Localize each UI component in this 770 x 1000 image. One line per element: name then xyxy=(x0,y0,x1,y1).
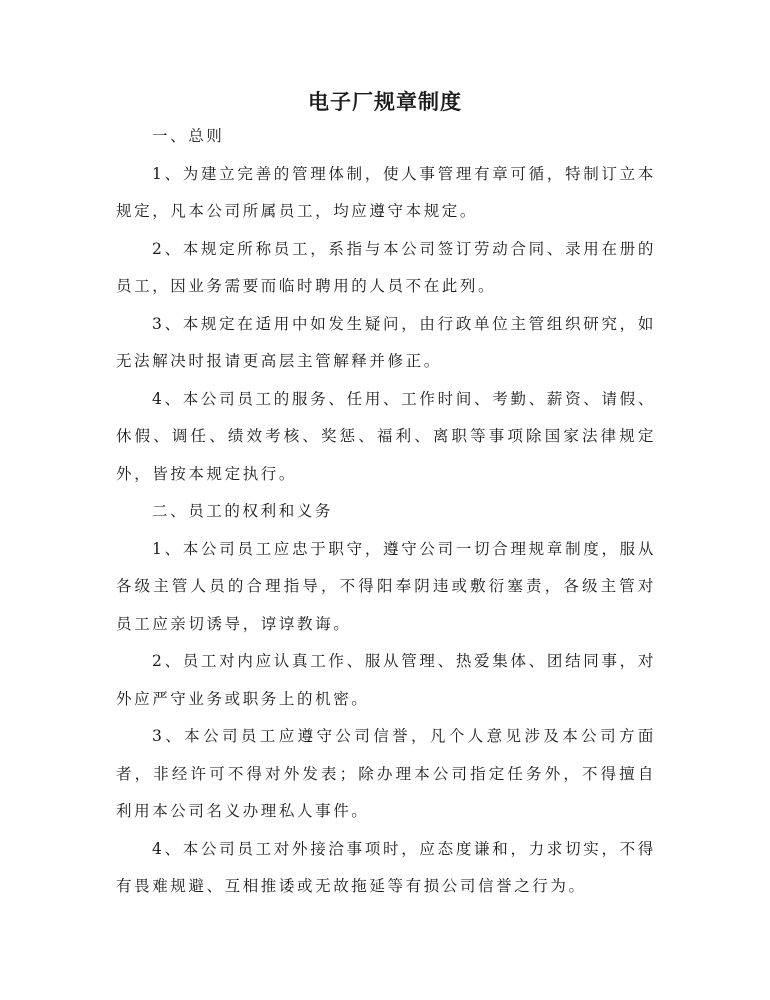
section-heading-general: 一、总则 xyxy=(152,127,225,145)
paragraph-rights-1: 1、本公司员工应忠于职守，遵守公司一切合理规章制度，服从各级主管人员的合理指导，不得阳奉阴违或敷衍塞责，各级主管对员工应亲切诱导，谆谆教诲。 xyxy=(116,539,656,633)
paragraph-rights-3: 3、本公司员工应遵守公司信誉，凡个人意见涉及本公司方面者，非经许可不得对外发表；除办理本公司指定任务外，不得擅自利用本公司名义办理私人事件。 xyxy=(116,727,656,820)
document-title: 电子厂规章制度 xyxy=(308,90,462,114)
paragraph-rights-2: 2、员工对内应认真工作、服从管理、热爱集体、团结同事，对外应严守业务或职务上的机密。 xyxy=(116,652,656,708)
paragraph-general-2: 2、本规定所称员工，系指与本公司签订劳动合同、录用在册的员工，因业务需要而临时聘用的人员不在此列。 xyxy=(116,239,656,295)
paragraph-general-4: 4、本公司员工的服务、任用、工作时间、考勤、薪资、请假、休假、调任、绩效考核、奖惩、福利、离职等事项除国家法律规定外，皆按本规定执行。 xyxy=(116,389,656,483)
paragraph-general-1: 1、为建立完善的管理体制，使人事管理有章可循，特制订立本规定，凡本公司所属员工，均应遵守本规定。 xyxy=(116,164,656,220)
paragraph-rights-4: 4、本公司员工对外接洽事项时，应态度谦和，力求切实，不得有畏难规避、互相推诿或无故拖延等有损公司信誉之行为。 xyxy=(116,839,656,895)
section-heading-rights-duties: 二、员工的权利和义务 xyxy=(152,502,334,520)
document-body xyxy=(116,118,656,906)
paragraph-general-3: 3、本规定在适用中如发生疑问，由行政单位主管组织研究，如无法解决时报请更高层主管解释并修正。 xyxy=(116,314,656,370)
